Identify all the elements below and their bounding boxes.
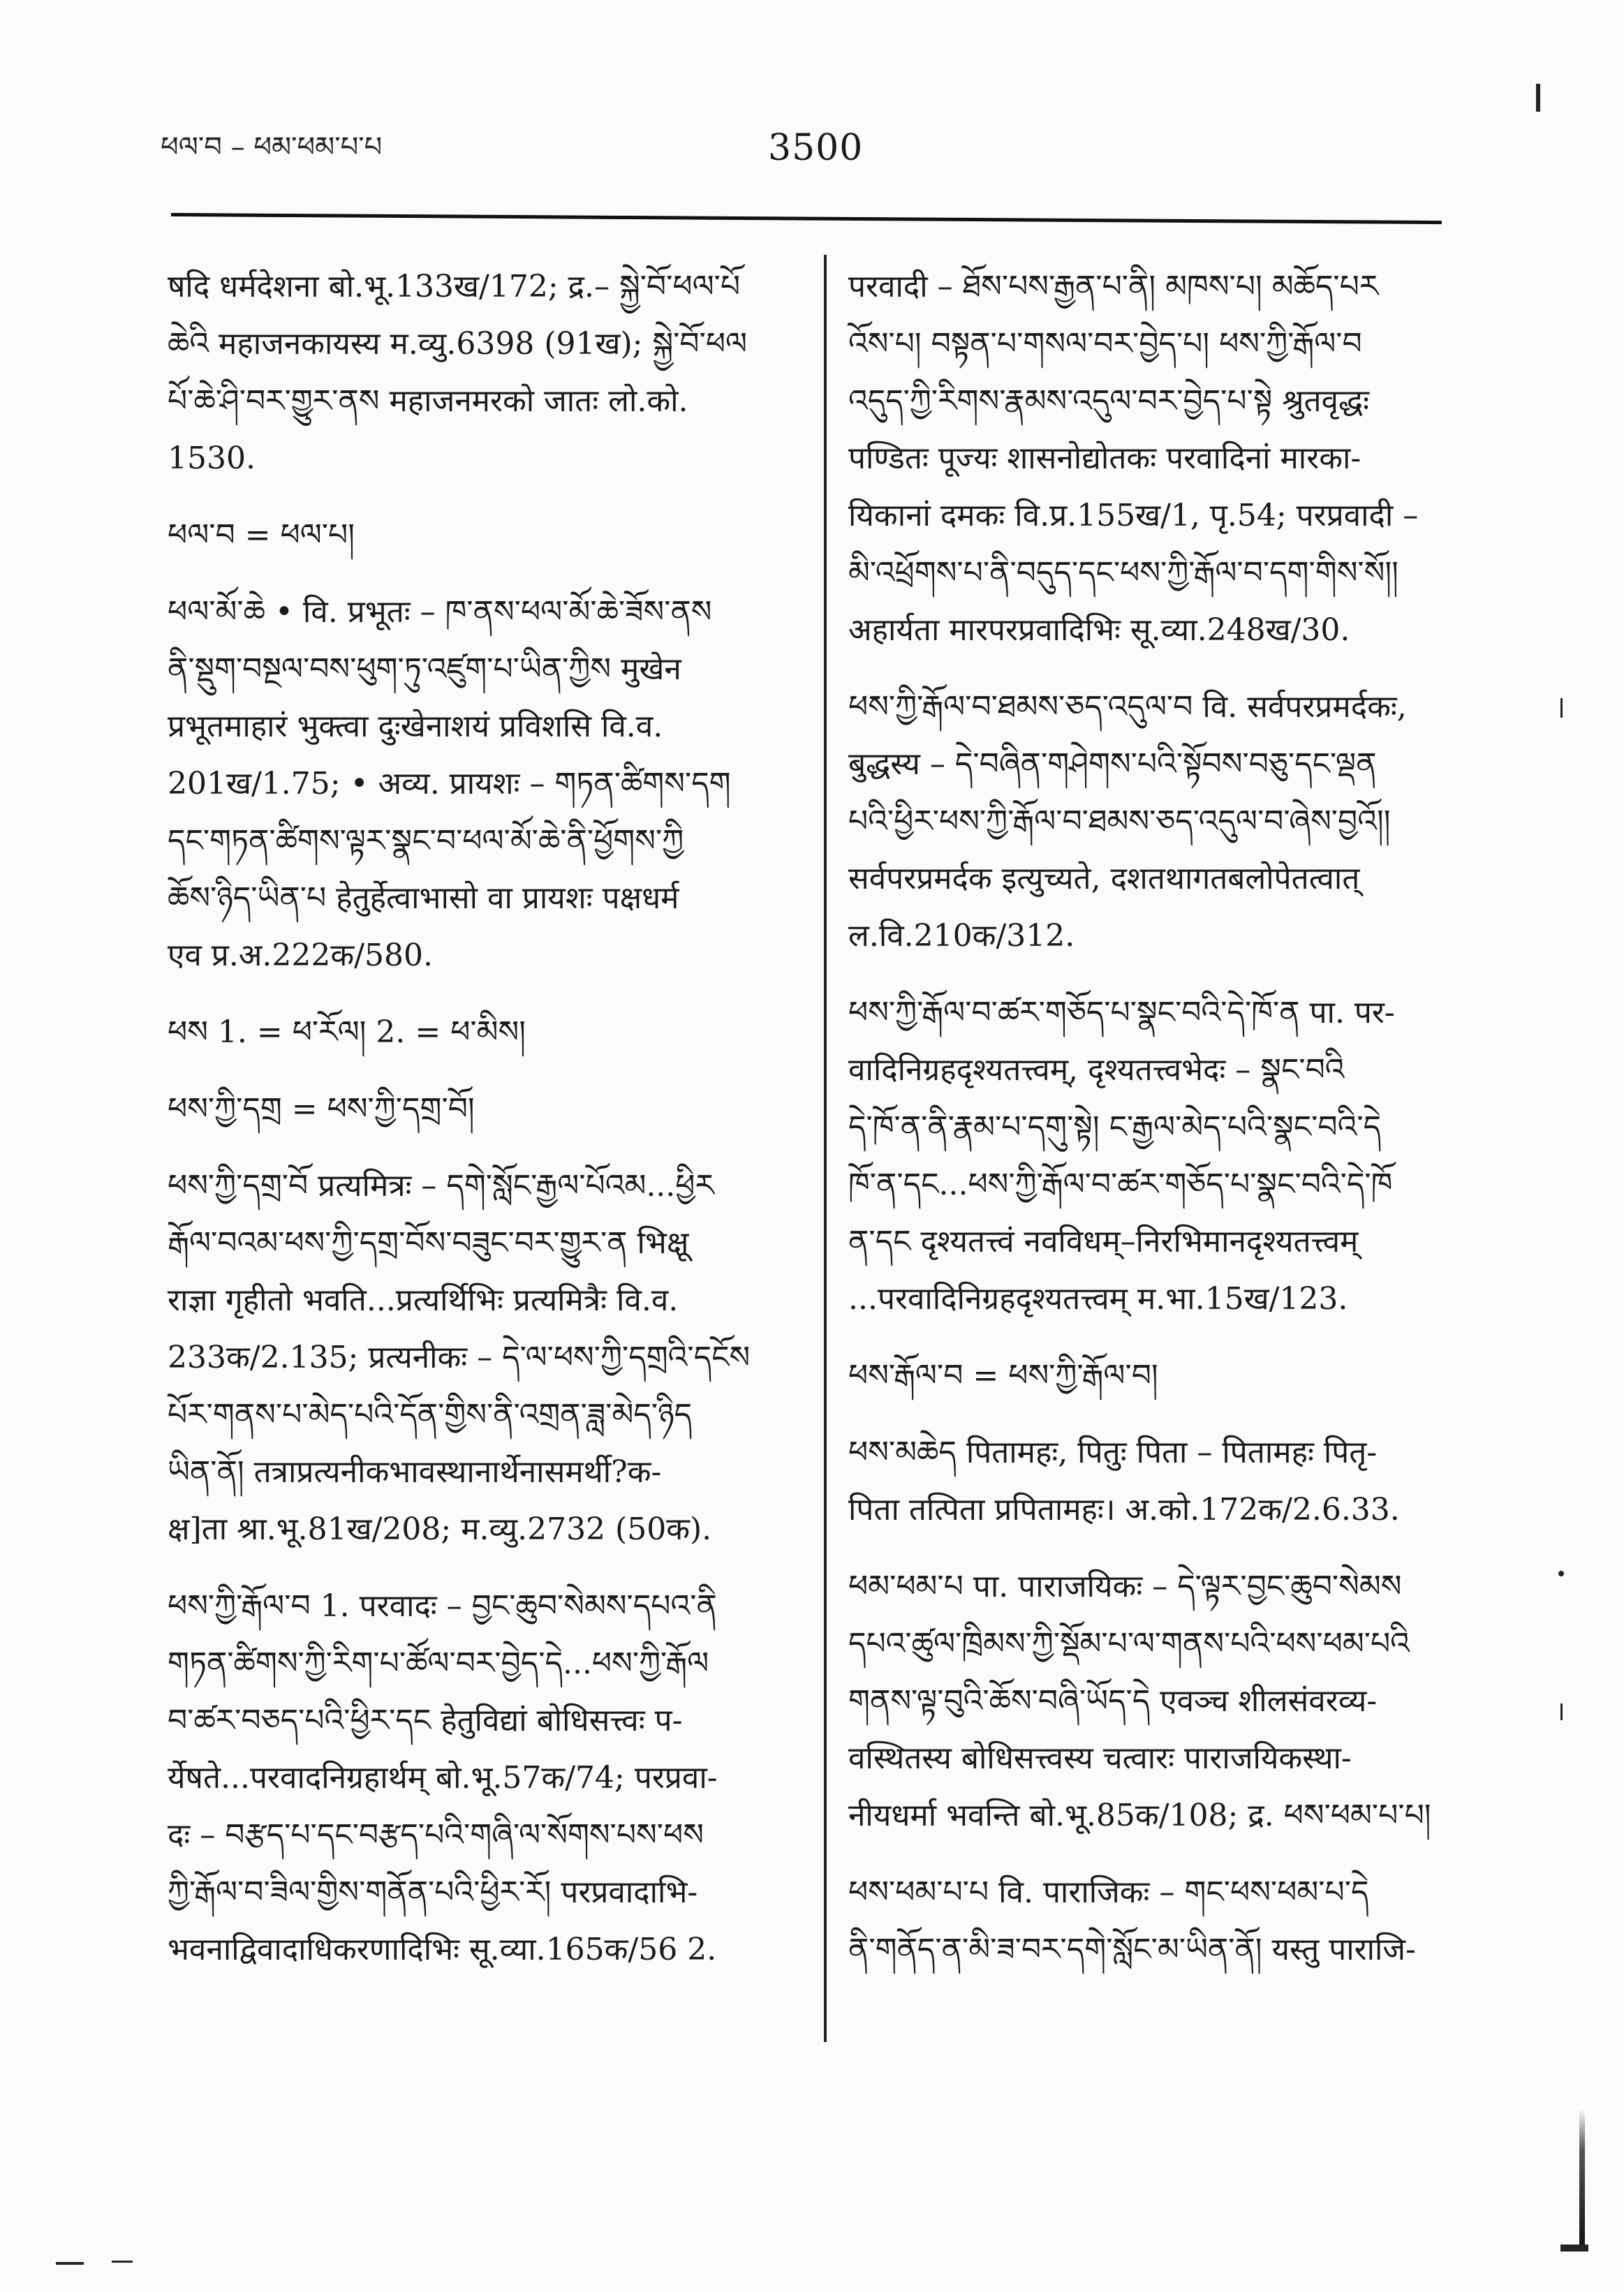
entry-line: ཕས 1. = ཕ་རོལ། 2. = ཕ་མིས།	[168, 1014, 526, 1050]
entry-line: ཕས་ཀྱི་རྒོལ་བ 1. परवादः – བྱང་ཆུབ་སེམས་དཔའ་ནི	[168, 1588, 717, 1624]
entry-line: ཕས་ཀྱི་རྒོལ་བ་ཚར་གཅོད་པ་སྣང་བའི་དེ་ཁོ་ན पा. पर-	[848, 995, 1395, 1030]
entry-line: ན་དང दृश्यतत्त्वं नवविधम्–निरभिमानदृश्यतत्त्वम्	[848, 1224, 1359, 1259]
entry-line: པོར་གནས་པ་མེད་པའི་དོན་གྱིས་ནི་འགྲན་ཟླ་མེད་ཉིད	[168, 1397, 693, 1433]
dictionary-entry	[168, 258, 796, 487]
entry-line: 1530.	[168, 441, 256, 476]
header-guide-words: ཕལ་བ – ཕམ་ཕམ་པ་པ	[161, 131, 383, 163]
scan-mark	[1560, 2245, 1588, 2252]
entry-line: पिता तत्पिता प्रपितामहः। अ.को.172क/2.6.33.	[848, 1492, 1400, 1528]
scan-mark	[1560, 698, 1563, 718]
entry-line: ཕས་རྒོལ་བ = ཕས་ཀྱི་རྒོལ་བ།	[848, 1358, 1158, 1393]
entry-line: ཕས་ཀྱི་རྒོལ་བ་ཐམས་ཅད་འདུལ་བ वि. सर्वपरप्रमर्दकः,	[848, 689, 1407, 725]
entry-line: ཆོས་ཉིད་ཡིན་པ हेतुर्हेत्वाभासो वा प्रायशः पक्षधर्म	[168, 880, 679, 916]
entry-line: དང་གཏན་ཚིགས་ལྟར་སྣང་བ་ཕལ་མོ་ཆེ་ནི་ཕྱོགས་ཀྱི	[168, 823, 684, 859]
scan-mark	[112, 2261, 133, 2263]
entry-line: क्ष]ता श्रा.भू.81ख/208; म.व्यु.2732 (50क).	[168, 1511, 712, 1547]
dictionary-entry	[168, 1004, 796, 1061]
page-number: 3500	[768, 127, 864, 169]
entry-line: वादिनिग्रहदृश्यतत्त्वम्, दृश्यतत्त्वभेदः – སྣང་བའི	[848, 1052, 1345, 1088]
entry-line: ནི་གནོད་ན་མི་ཟ་བར་དགེ་སློང་མ་ཡིན་ནོ། यस्तु पाराजि-	[848, 1932, 1416, 1967]
dictionary-entry	[848, 258, 1456, 659]
dictionary-entry	[848, 1558, 1456, 1844]
scan-mark	[1579, 2108, 1585, 2248]
entry-line: ཕས་ཀྱི་དགྲ་བོ प्रत्यमित्रः – དགེ་སློང་རྒྱལ་པོའམ...ཕྱིར	[168, 1168, 714, 1204]
entry-line: ཡིན་ནོ། तत्राप्रत्यनीकभावस्थानार्थेनासमर्थी?क-	[168, 1454, 662, 1490]
column-divider	[824, 255, 827, 2042]
entry-line: དེ་ཁོ་ན་ནི་རྣམ་པ་དགུ་སྟེ། ང་རྒྱལ་མེད་པའི་སྣང་བའི་དེ	[848, 1109, 1382, 1145]
entry-line: दः – བརྩད་པ་དང་བརྩད་པའི་གཞི་ལ་སོགས་པས་ཕས	[168, 1817, 704, 1853]
dictionary-entry	[168, 584, 796, 984]
left-column	[168, 258, 796, 1998]
entry-line: ཆེའི महाजनकायस्य म.व्यु.6398 (91ख); སྐྱེ་བོ་ཕལ	[168, 326, 748, 362]
right-column	[848, 258, 1456, 1998]
entry-line: དཔའ་ཚུལ་ཁྲིམས་ཀྱི་སྡོམ་པ་ལ་གནས་པའི་ཕས་ཕམ་པའི	[848, 1626, 1410, 1662]
entry-line: ཕལ་བ = ཕལ་པ།	[168, 517, 355, 553]
dictionary-entry	[168, 1158, 796, 1558]
entry-line: पण्डितः पूज्यः शासनोद्योतकः परवादिनां मारका-	[848, 441, 1361, 476]
entry-line: सर्वपरप्रमर्दक इत्युच्यते, दशतथागतबलोपेतत्वात्	[848, 861, 1360, 896]
scan-mark	[1558, 1571, 1564, 1576]
entry-line: बुद्धस्य – དེ་བཞིན་གཤེགས་པའི་སྟོབས་བཅུ་དང་ལྡན	[848, 746, 1377, 782]
entry-line: ཕམ་ཕམ་པ पा. पाराजयिकः – དེ་ལྟར་བྱང་ཆུབ་སེམས	[848, 1569, 1402, 1604]
entry-line: र्येषते...परवादनिग्रहार्थम् बो.भू.57क/74; परप्रवा-	[168, 1760, 718, 1796]
scan-mark	[56, 2262, 84, 2265]
entry-line: མི་འཕྲོགས་པ་ནི་བདུད་དང་ཕས་ཀྱི་རྒོལ་བ་དག་གིས་སོ།།	[848, 555, 1398, 591]
dictionary-entry	[848, 1864, 1456, 1979]
dictionary-entry	[848, 1424, 1456, 1539]
entry-line: ཕལ་མོ་ཆེ • वि. प्रभूतः – ཁ་ནས་ཕལ་མོ་ཆེ་ཟོས་ནས	[168, 594, 712, 630]
entry-line: भवनाद्विवादाधिकरणादिभिः सू.व्या.165क/56 2.	[168, 1932, 717, 1967]
entry-line: परवादी – ཐོས་པས་རྒྱན་པ་ནི། མཁས་པ། མཆོད་པར	[848, 269, 1379, 304]
dictionary-entry	[848, 679, 1456, 965]
entry-line: ནི་སྡུག་བསྔལ་བས་ཕུག་ཏུ་འཛུག་པ་ཡིན་ཀྱིས मुखेन	[168, 651, 681, 687]
entry-line: वस्थितस्य बोधिसत्त्वस्य चत्वारः पाराजयिकस्था-	[848, 1740, 1352, 1776]
dictionary-entry	[168, 1081, 796, 1138]
entry-line: གཏན་ཚིགས་ཀྱི་རིག་པ་ཚོལ་བར་བྱེད་དེ...ཕས་ཀྱི་རྒོལ	[168, 1646, 709, 1681]
header-rule	[171, 213, 1442, 224]
entry-line: པོ་ཆེ་ཤི་བར་གྱུར་ནས महाजनमरको जातः लो.को.	[168, 383, 688, 419]
entry-line: གནས་ལྟ་བུའི་ཆོས་བཞི་ཡོད་དེ एवञ्च शीलसंवरव्य-	[848, 1683, 1378, 1719]
entry-line: འདུད་ཀྱི་རིགས་རྣམས་འདུལ་བར་བྱེད་པ་སྟེ श्रुतवृद्धः	[848, 383, 1370, 419]
entry-line: ...परवादिनिग्रहदृश्यतत्त्वम् म.भा.15ख/123.	[848, 1281, 1348, 1317]
entry-line: རྒོལ་བའམ་ཕས་ཀྱི་དགྲ་བོས་བཟུང་བར་གྱུར་ན भिक्षू	[168, 1225, 689, 1261]
entry-line: ल.वि.210क/312.	[848, 918, 1075, 954]
scan-mark	[1536, 84, 1540, 112]
entry-line: ཕས་མཆེད पितामहः, पितुः पिता – पितामहः पितृ-	[848, 1435, 1378, 1470]
entry-line: प्रभूतमाहारं भुक्त्वा दुःखेनाशयं प्रविशसि वि.व.	[168, 709, 663, 744]
entry-line: ཕས་ཕམ་པ་པ वि. पाराजिकः – གང་ཕས་ཕམ་པ་དེ	[848, 1875, 1369, 1910]
entry-line: यिकानां दमकः वि.प्र.155ख/1, पृ.54; परप्रवादी –	[848, 498, 1419, 533]
entry-line: 233क/2.135; प्रत्यनीकः – དེ་ལ་ཕས་ཀྱི་དགྲའི་དངོས	[168, 1340, 751, 1375]
entry-line: ཀྱི་རྒོལ་བ་ཟིལ་གྱིས་གནོན་པའི་ཕྱིར་རོ། परप्रवादाभि-	[168, 1875, 698, 1910]
dictionary-entry	[168, 507, 796, 564]
entry-line: ཁོ་ན་དང...ཕས་ཀྱི་རྒོལ་བ་ཚར་གཅོད་པ་སྣང་བའི་དེ་ཁོ	[848, 1167, 1393, 1202]
scan-mark	[1560, 1703, 1563, 1720]
entry-line: षदि धर्मदेशना बो.भू.133ख/172; द्र.– སྐྱེ་བོ་ཕལ་པོ	[168, 269, 741, 304]
entry-line: अहार्यता मारपरप्रवादिभिः सू.व्या.248ख/30.	[848, 612, 1350, 648]
dictionary-entry	[848, 984, 1456, 1328]
entry-line: 201ख/1.75; • अव्य. प्रायशः – གཏན་ཚིགས་དག	[168, 766, 731, 801]
dictionary-entry	[168, 1578, 796, 1979]
entry-line: एव प्र.अ.222क/580.	[168, 938, 433, 973]
entry-line: འོས་པ། བསྟན་པ་གསལ་བར་བྱེད་པ། ཕས་ཀྱི་རྒོལ་བ	[848, 326, 1362, 362]
entry-line: ཕས་ཀྱི་དགྲ = ཕས་ཀྱི་དགྲ་བོ།	[168, 1091, 475, 1127]
entry-line: པའི་ཕྱིར་ཕས་ཀྱི་རྒོལ་བ་ཐམས་ཅད་འདུལ་བ་ཞེས་བྱའོ།།	[848, 804, 1391, 839]
entry-line: राज्ञा गृहीतो भवति...प्रत्यर्थिभिः प्रत्यमित्रैः वि.व.	[168, 1282, 679, 1318]
entry-line: नीयधर्मा भवन्ति बो.भू.85क/108; द्र. ཕས་ཕམ་པ་པ།	[848, 1798, 1431, 1833]
dictionary-entry	[848, 1347, 1456, 1405]
entry-line: བ་ཚར་བཅད་པའི་ཕྱིར་དང हेतुविद्यां बोधिसत्त्वः प-	[168, 1703, 683, 1738]
